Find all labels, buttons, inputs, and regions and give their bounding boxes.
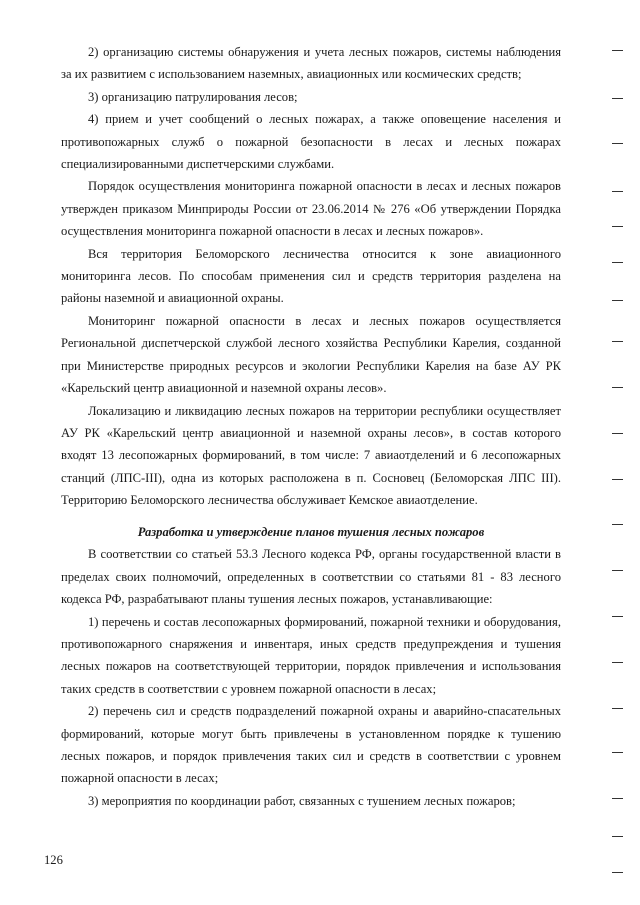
scan-edge-mark xyxy=(612,433,623,434)
scan-edge-mark xyxy=(612,708,623,709)
section-heading: Разработка и утверждение планов тушения лесных пожаров xyxy=(137,525,485,539)
scan-edge-mark xyxy=(612,479,623,480)
page-number: 126 xyxy=(44,853,63,867)
scan-edge-mark xyxy=(612,836,623,837)
scan-edge-mark xyxy=(612,341,623,342)
scan-edge-mark xyxy=(612,662,623,663)
paragraph: 1) перечень и состав лесопожарных формирований, пожарной техники и оборудования, противопожарного снаряжения и инвентаря, иных средств предупреждения и тушения лесных пожаров на соответствующей территории, порядок привлечения и использования таких средств в соответствии с уровнем пожарной опасности в лесах; xyxy=(61,614,561,696)
scan-edge-mark xyxy=(612,143,623,144)
paragraph: 2) перечень сил и средств подразделений пожарной охраны и аварийно-спасательных формирований, которые могут быть привлечены в установленном порядке к тушению лесных пожаров, и порядок привлечения таких сил и средств в соответствии с уровнем пожарной опасности в лесах; xyxy=(61,704,561,786)
paragraph: Мониторинг пожарной опасности в лесах и лесных пожаров осуществляется Региональной диспетчерской службой лесного хозяйства Республики Карелия, созданной при Министерстве природных ресурсов и экологии Республики Карелия на базе АУ РК «Карельский центр авиационной и наземной охраны лесов». xyxy=(61,313,561,396)
scan-edge-mark xyxy=(612,752,623,753)
scan-edge-mark xyxy=(612,616,623,617)
scan-edge-mark xyxy=(612,524,623,525)
scan-edge-mark xyxy=(612,226,623,227)
text-block-bottom xyxy=(61,521,561,812)
paragraph: В соответствии со статьей 53.3 Лесного кодекса РФ, органы государственной власти в пределах своих полномочий, определенных в соответствии со статьями 81 - 83 лесного кодекса РФ, разрабатывают планы тушения лесных пожаров, устанавливающие: xyxy=(61,547,561,607)
paragraph: 4) прием и учет сообщений о лесных пожарах, а также оповещение населения и противопожарных служб о пожарной безопасности в лесах и лесных пожарах специализированными диспетчерскими службами. xyxy=(61,112,561,172)
scan-edge-mark xyxy=(612,570,623,571)
paragraph: 3) организацию патрулирования лесов; xyxy=(88,89,298,104)
scan-edge-mark xyxy=(612,300,623,301)
scan-edge-mark xyxy=(612,191,623,192)
scan-edge-mark xyxy=(612,98,623,99)
paragraph: Вся территория Беломорского лесничества относится к зоне авиационного мониторинга лесов. По способам применения сил и средств территория разделена на районы наземной и авиационной охраны. xyxy=(61,246,561,306)
scan-edge-mark xyxy=(612,50,623,51)
scan-edge-mark xyxy=(612,798,623,799)
paragraph: 3) мероприятия по координации работ, связанных с тушением лесных пожаров; xyxy=(88,793,516,808)
scan-edge-mark xyxy=(612,262,623,263)
scan-edge-mark xyxy=(612,387,623,388)
paragraph: 2) организацию системы обнаружения и учета лесных пожаров, системы наблюдения за их развитием с использованием наземных, авиационных или космических средств; xyxy=(61,45,561,82)
paragraph: Порядок осуществления мониторинга пожарной опасности в лесах и лесных пожаров утвержден приказом Минприроды России от 23.06.2014 № 276 «Об утверждении Порядка осуществления мониторинга пожарной опасности в лесах и лесных пожаров». xyxy=(61,179,561,239)
scan-edge-mark xyxy=(612,872,623,873)
text-block-top xyxy=(61,41,561,512)
paragraph: Локализацию и ликвидацию лесных пожаров на территории республики осуществляет АУ РК «Карельский центр авиационной и наземной охраны лесов», в состав которого входят 13 лесопожарных формирований, в том числе: 7 авиаотделений и 6 лесопожарных станций (ЛПС-III), одна из которых расположена в п. Сосновец (Беломорская ЛПС III). Территорию Беломорского лесничества обслуживает Кемское авиаотделение. xyxy=(61,403,561,508)
